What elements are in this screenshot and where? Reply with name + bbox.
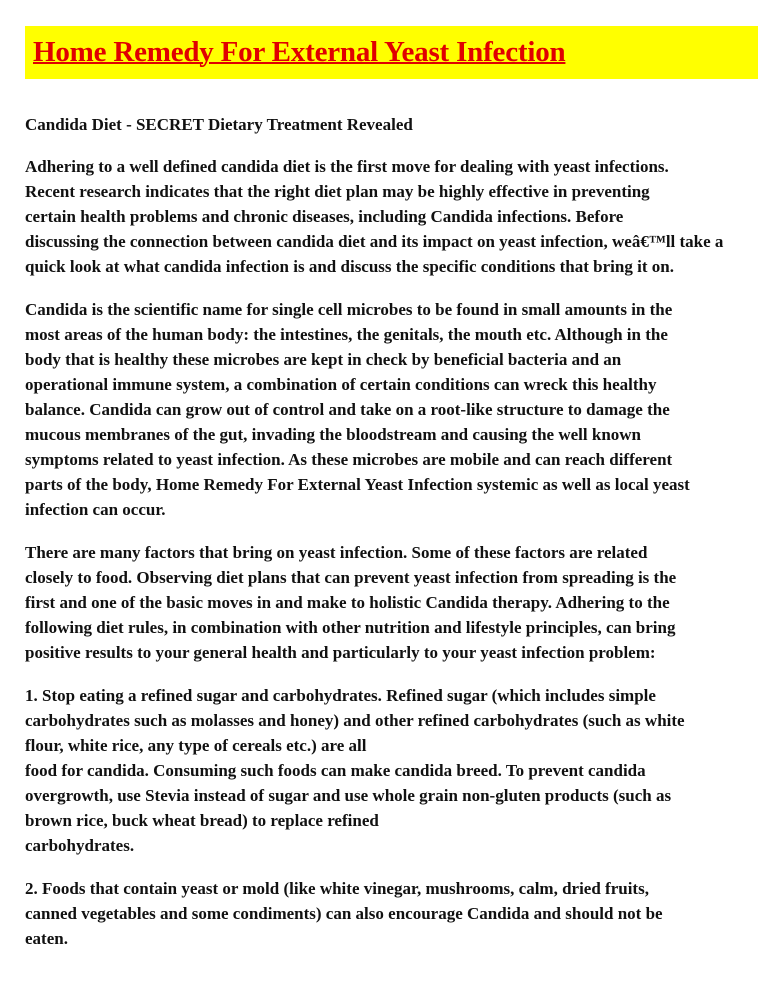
text-line: following diet rules, in combination with other nutrition and lifestyle principles, can bring xyxy=(25,618,676,637)
text-line: certain health problems and chronic diseases, including Candida infections. Before xyxy=(25,207,624,226)
text-line: discussing the connection between candida diet and its impact on yeast infection, weâ€™ll take a xyxy=(25,232,724,251)
text-line: flour, white rice, any type of cereals etc.) are all xyxy=(25,736,367,755)
text-line: There are many factors that bring on yeast infection. Some of these factors are related xyxy=(25,543,648,562)
text-line: Candida is the scientific name for single cell microbes to be found in small amounts in the xyxy=(25,300,673,319)
text-line: brown rice, buck wheat bread) to replace refined xyxy=(25,811,379,830)
document-body xyxy=(25,112,768,969)
text-line: quick look at what candida infection is and discuss the specific conditions that bring it on. xyxy=(25,257,674,276)
text-line: most areas of the human body: the intestines, the genitals, the mouth etc. Although in the xyxy=(25,325,668,344)
text-line: body that is healthy these microbes are kept in check by beneficial bacteria and an xyxy=(25,350,622,369)
rule-1-paragraph xyxy=(25,683,768,858)
text-line: Candida Diet - SECRET Dietary Treatment Revealed xyxy=(25,115,413,134)
text-line: 2. Foods that contain yeast or mold (like white vinegar, mushrooms, calm, dried fruits, xyxy=(25,879,649,898)
text-line: carbohydrates. xyxy=(25,836,135,855)
text-line: eaten. xyxy=(25,929,68,948)
text-line: balance. Candida can grow out of control and take on a root-like structure to damage the xyxy=(25,400,670,419)
text-line: symptoms related to yeast infection. As these microbes are mobile and can reach different xyxy=(25,450,673,469)
page-title[interactable]: Home Remedy For External Yeast Infection xyxy=(33,36,566,68)
rule-2-paragraph xyxy=(25,876,768,951)
text-line: Recent research indicates that the right diet plan may be highly effective in preventing xyxy=(25,182,650,201)
title-banner xyxy=(25,26,758,79)
subtitle xyxy=(25,112,768,137)
text-line: operational immune system, a combination of certain conditions can wreck this healthy xyxy=(25,375,657,394)
text-line: carbohydrates such as molasses and honey) and other refined carbohydrates (such as white xyxy=(25,711,685,730)
candida-paragraph xyxy=(25,297,768,522)
text-line: first and one of the basic moves in and make to holistic Candida therapy. Adhering to the xyxy=(25,593,670,612)
text-line: mucous membranes of the gut, invading the bloodstream and causing the well known xyxy=(25,425,642,444)
text-line: 1. Stop eating a refined sugar and carbohydrates. Refined sugar (which includes simple xyxy=(25,686,656,705)
text-line: overgrowth, use Stevia instead of sugar and use whole grain non-gluten products (such as xyxy=(25,786,672,805)
text-line: canned vegetables and some condiments) can also encourage Candida and should not be xyxy=(25,904,663,923)
text-line: positive results to your general health and particularly to your yeast infection problem: xyxy=(25,643,656,662)
factors-paragraph xyxy=(25,540,768,665)
text-line: infection can occur. xyxy=(25,500,166,519)
text-line: Adhering to a well defined candida diet is the first move for dealing with yeast infections. xyxy=(25,157,669,176)
text-line: parts of the body, Home Remedy For External Yeast Infection systemic as well as local yeast xyxy=(25,475,690,494)
text-line: food for candida. Consuming such foods can make candida breed. To prevent candida xyxy=(25,761,646,780)
text-line: closely to food. Observing diet plans that can prevent yeast infection from spreading is the xyxy=(25,568,677,587)
intro-paragraph xyxy=(25,154,768,279)
